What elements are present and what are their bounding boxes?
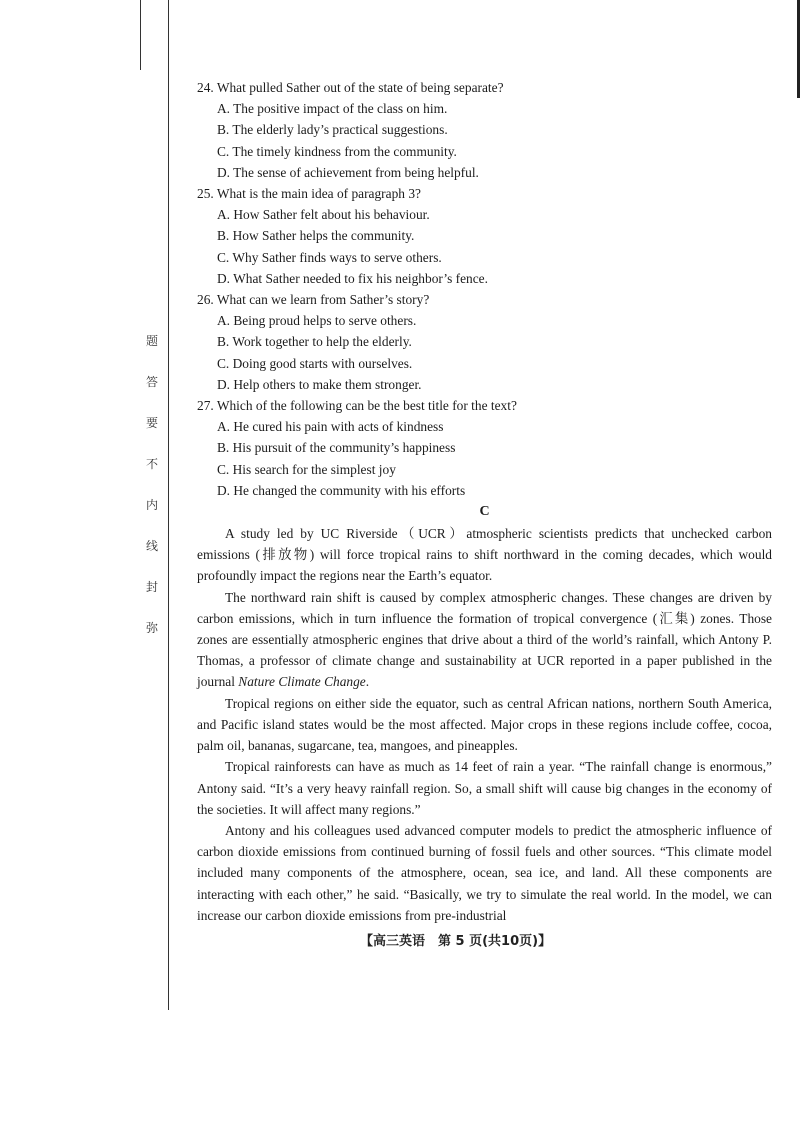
section-heading: C [479,504,490,520]
question-26 [197,289,772,395]
side-char: 弥 [145,621,158,635]
side-char: 题 [145,334,158,348]
option-c: C. Why Sather finds ways to serve others. [217,249,442,265]
option-b: B. His pursuit of the community’s happiness [217,440,456,456]
margin-line-short [140,0,141,70]
side-char: 内 [145,498,158,512]
paragraph-text: The northward rain shift is caused by complex atmospheric changes. These changes are driven by carbon emissions, which in turn influence the formation of tropical convergence (汇集) zones. Those zones are essentially atmospheric engines that drive about a third of the world’s rainfall, which Antony P. Thomas, a professor of climate change and sustainability at UCR reported in a paper published in the journal [197,589,772,690]
option-a: A. Being proud helps to serve others. [217,313,417,329]
option-d: D. Help others to make them stronger. [217,376,422,392]
question-24 [197,77,772,183]
side-char: 答 [145,375,158,389]
sealing-line-notice [143,334,161,635]
side-char: 要 [145,416,158,430]
question-stem: 27. Which of the following can be the best title for the text? [197,398,517,414]
option-a: A. How Sather felt about his behaviour. [217,207,430,223]
side-char: 不 [145,457,158,471]
passage-paragraph-1: A study led by UC Riverside（UCR）atmospheric scientists predicts that unchecked carbon emissions (排放物) will force tropical rains to shift northward in the coming decades, which would profoundly impact the regions near the Earth’s equator. [197,526,772,584]
passage-paragraph-3: Tropical regions on either side the equator, such as central African nations, northern South America, and Pacific island states would be the most affected. Major crops in these regions include coffee, cocoa, palm oil, bananas, sugarcane, tea, mangoes, and pineapples. [197,695,772,754]
page-content [197,77,772,926]
question-stem: 25. What is the main idea of paragraph 3? [197,186,421,202]
passage-paragraph-5: Antony and his colleagues used advanced computer models to predict the atmospheric influence of carbon dioxide emissions from continued burning of fossil fuels and other sources. “This climate model included many components of the atmosphere, ocean, sea ice, and land. All these components are interacting with each other,” he said. “Basically, we try to simulate the real world. In the model, we can increase our carbon dioxide emissions from pre-industrial [197,822,772,923]
option-c: C. Doing good starts with ourselves. [217,355,413,371]
passage-paragraph-4: Tropical rainforests can have as much as 14 feet of rain a year. “The rainfall change is enormous,” Antony said. “It’s a very heavy rainfall region. So, a small shift will cause big changes in the economy of the societies. It will affect many regions.” [197,759,772,817]
option-a: A. The positive impact of the class on him. [217,101,448,117]
journal-name: Nature Climate Change [238,674,366,690]
side-char: 封 [145,580,158,594]
option-c: C. His search for the simplest joy [217,461,396,477]
option-d: D. He changed the community with his efforts [217,482,466,498]
side-char: 线 [145,539,158,553]
passage-paragraph-2: The northward rain shift is caused by complex atmospheric changes. These changes are driven by carbon emissions, which in turn influence the formation of tropical convergence (汇集) zones. Those zones are essentially atmospheric engines that drive about a third of the world’s rainfall, which Antony P. Thomas, a professor of climate change and sustainability at UCR reported in a paper published in the journal Nature Climate Change. [197,589,772,690]
question-27 [197,395,772,501]
option-b: B. How Sather helps the community. [217,228,415,244]
binding-line [168,0,169,1010]
option-d: D. What Sather needed to fix his neighbor’s fence. [217,270,488,286]
question-25 [197,183,772,289]
page-footer: 【高三英语 第 5 页(共10页)】 [360,934,552,949]
option-c: C. The timely kindness from the community. [217,143,457,159]
option-a: A. He cured his pain with acts of kindness [217,419,444,435]
option-d: D. The sense of achievement from being helpful. [217,164,479,180]
option-b: B. The elderly lady’s practical suggestions. [217,122,448,138]
option-b: B. Work together to help the elderly. [217,334,412,350]
question-stem: 24. What pulled Sather out of the state of being separate? [197,80,504,95]
question-stem: 26. What can we learn from Sather’s story? [197,292,430,308]
